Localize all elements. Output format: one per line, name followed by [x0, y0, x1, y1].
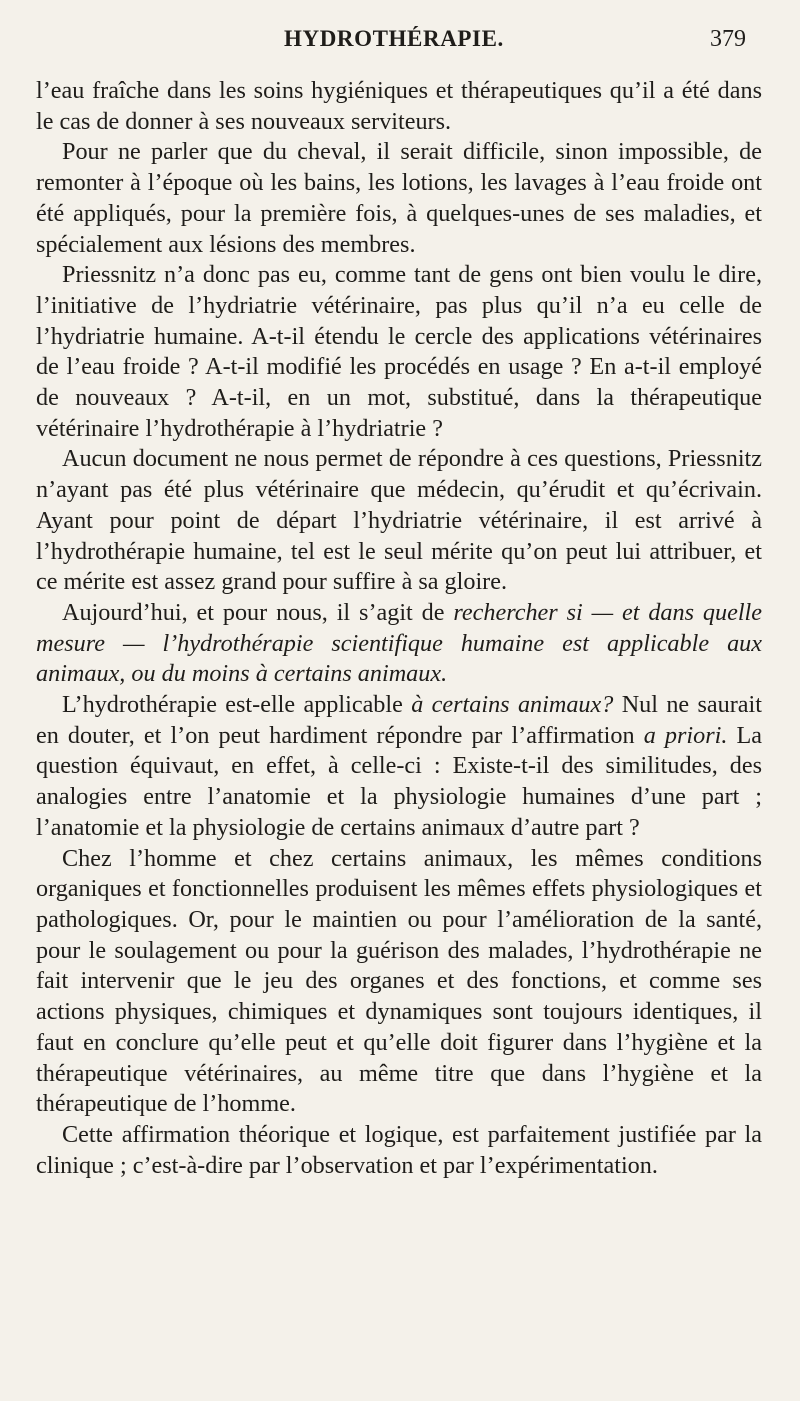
paragraph: Pour ne parler que du cheval, il serait difficile, sinon impossible, de remonter à l’époque où les bains, les lotions, les lavages à l’eau froide ont été appliqués, pour la première fois, à quelques-unes de ses maladies, et spécialement aux lésions des membres. [36, 138, 762, 258]
paragraph: Cette affirmation théorique et logique, est parfaitement justifiée par la clinique ; c’est-à-dire par l’observation et par l’expérimentation. [36, 1120, 762, 1179]
page-number: 379 [710, 26, 746, 52]
body-text [36, 76, 762, 1181]
italic-text: rechercher si — et dans quelle mesure — l’hydrothérapie scientifique humaine est applicable aux animaux, ou du moins à certains animaux. [36, 598, 762, 688]
paragraph: Aucun document ne nous permet de répondre à ces questions, Priessnitz n’ayant pas été plus vétérinaire que médecin, qu’érudit et qu’écrivain. Ayant pour point de départ l’hydriatrie vétérinaire, il est arrivé à l’hydrothérapie humaine, tel est le seul mérite qu’on peut lui attribuer, et ce mérite est assez grand pour suffire à sa gloire. [36, 445, 762, 596]
paragraph: Priessnitz n’a donc pas eu, comme tant de gens ont bien voulu le dire, l’initiative de l’hydriatrie vétérinaire, pas plus qu’il n’a eu celle de l’hydriatrie humaine. A-t-il étendu le cercle des applications vétérinaires de l’eau froide ? A-t-il modifié les procédés en usage ? En a-t-il employé de nouveaux ? A-t-il, en un mot, substitué, dans la thérapeutique vétérinaire l’hydrothérapie à l’hydriatrie ? [36, 261, 762, 442]
paragraph [36, 598, 762, 690]
running-title: HYDROTHÉRAPIE. [284, 26, 504, 51]
paragraph [36, 690, 762, 844]
paragraph-continued: l’eau fraîche dans les soins hygiéniques et thérapeutiques qu’il a été dans le cas de donner à ses nouveaux serviteurs. [36, 77, 762, 135]
paragraph-text: La question équivaut, en effet, à celle-ci : Existe-t-il des similitudes, des analogies entre l’anatomie et la physiologie humaines d’une part ; l’anatomie et la physiologie de certains animaux d’autre part ? [36, 721, 762, 841]
paragraph-text: Nul ne saurait en douter, et l’on peut hardiment répondre par l’affirmation [36, 691, 762, 749]
paragraph: Chez l’homme et chez certains animaux, les mêmes conditions organiques et fonctionnelles produisent les mêmes effets physiologiques et pathologiques. Or, pour le maintien ou pour l’amélioration de la santé, pour le soulagement ou pour la guérison des malades, l’hydrothérapie ne fait intervenir que le jeu des organes et des fonctions, et comme ses actions physiques, chimiques et dynamiques sont toujours identiques, il faut en conclure qu’elle peut et qu’elle doit figurer dans l’hygiène et la thérapeutique vétérinaires, au même titre que dans l’hygiène et la thérapeutique de l’homme. [36, 844, 762, 1118]
paragraph-text: L’hydrothérapie est-elle applicable [62, 691, 412, 719]
italic-text: à certains animaux? [411, 691, 614, 719]
paragraph-text: Aujourd’hui, et pour nous, il s’agit de [62, 598, 454, 626]
page-header [0, 26, 800, 62]
italic-text: a priori. [643, 721, 728, 749]
